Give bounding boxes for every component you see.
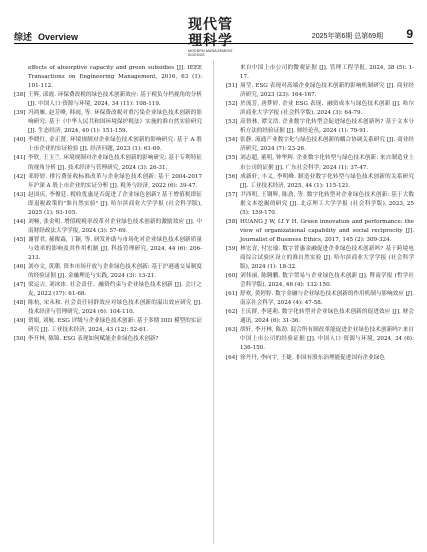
reference-item [14, 136, 202, 154]
reference-number: [54] [226, 137, 238, 144]
journal-logo-en: MODERN MANAGEMENT SCIENCE [188, 49, 233, 57]
reference-text: 徐丹丹, 李向宇, 王婕. 非国有股东治理能促进国有企业绿色 [240, 354, 385, 361]
reference-number: [49] [14, 318, 26, 325]
reference-number: [47] [14, 282, 26, 289]
reference-item [14, 64, 202, 91]
reference-text: 李晓红, 金正贤. 环境规制对企业绿色技术创新的影响研究: 基于 A 股上市企业的实证检验 [J]. 经济问题, 2023 (1): 61-69. [28, 137, 202, 153]
reference-number: [57] [226, 191, 238, 198]
reference-text: 梁运吉, 刘冰冰. 社会责任、融资约束与企业绿色技术创新 [J]. 会计之友, 2022 (17): 61-68. [28, 282, 202, 298]
section-label-cn: 综述 [14, 32, 33, 42]
reference-item [226, 100, 414, 118]
reference-item [226, 136, 414, 154]
reference-text: 刘伟丽, 陈腾鹏. 数字贸易与企业绿色技术创新 [J]. 暨南学报 (哲学社会科学版), 2024, 46 (4): 132-150. [240, 273, 414, 289]
page-header [0, 0, 427, 57]
reference-number: [63] [226, 327, 238, 334]
reference-text: 邓婷婷. 排污费征收标准改革与企业绿色技术创新: 基于 2004-2017 年沪深 A 股上市企业的实证分析 [J]. 税务与经济, 2022 (6): 39-47. [28, 173, 202, 189]
reference-text: 周莹. ESG 表现对高端企业绿色技术创新的影响机制研究 [J]. 商业经济研究, 2023 (23): 164-167. [240, 83, 414, 99]
reference-text: 舒欢, 黄婷婷. 数字金融与企业绿色技术创新的作用机制与影响效应 [J]. 南京社会科学, 2024 (4): 47-58. [240, 291, 414, 307]
reference-item [226, 354, 414, 363]
reference-number: [64] [226, 354, 238, 361]
reference-item [226, 82, 414, 100]
reference-number: [44] [14, 218, 26, 225]
reference-item [226, 290, 414, 308]
reference-text: 林宏青, 付宏瑜. 数字普惠金融促进企业绿色技术创新吗? 基于跨境电商综合试验区设立的准自然实验 [J]. 哈尔滨商业大学学报 (社会科学版), 2024 (1): 18-32. [240, 245, 414, 271]
reference-item [226, 326, 414, 353]
reference-item [14, 154, 202, 172]
reference-text: 於流芳, 唐梦婷. 企业 ESG 表现、融资成本与绿色技术创新 [J]. 哈尔滨商业大学学报 (社会科学版), 2024 (3): 64-79. [240, 101, 414, 117]
reference-number: [52] [226, 101, 238, 108]
reference-number: [61] [226, 291, 238, 298]
reference-item [14, 173, 202, 191]
reference-number: [40] [14, 137, 26, 144]
reference-text: 贺娟, 刘航. ESG 评级与企业绿色技术创新: 基于多期 DID 模型的实证研究 [J]. 工业技术经济, 2024, 43 (12): 52-61. [28, 318, 202, 334]
journal-logo [188, 17, 240, 57]
reference-number: [45] [14, 236, 26, 243]
reference-item [226, 218, 414, 245]
references-left-column [14, 64, 202, 344]
header-rule [14, 43, 413, 44]
reference-text: 刘亦文, 黄潮. 资本市场开放与企业绿色技术创新: 基于沪港通交易制度的经验证据 [J]. 金融理论与实践, 2024 (3): 13-21. [28, 264, 202, 280]
reference-number: [43] [14, 191, 26, 198]
reference-text: 胡轩, 李开林, 陈劲. 混合所有制改革能促进企业绿色技术创新吗? 来自中国上市公司的经验证据 [J]. 中国人口·资源与环境, 2024, 34 (6): 136-150. [240, 327, 414, 352]
reference-text: HUANG J W, LI Y H. Green innovation and performance: the view of organizational capability and social reciprocity [J]. Journalist of Business Ethics, 2017, 145 (2): 309-324. [240, 218, 414, 243]
reference-number: [38] [14, 92, 26, 99]
reference-text: 赵国庆, 李俊廷. 税收优惠是否促进了企业绿色创新? 基于增值税即征即退税政策的"准自然实验" [J]. 哈尔滨商业大学学报 (社会科学版), 2025 (1): 93-105. [28, 191, 202, 216]
reference-text: 陈杭, 宋永和. 社会责任同群效应对绿色技术创新的溢出效应研究 [J]. 技术经济与管理研究, 2024 (6): 104-110. [28, 300, 202, 316]
reference-item [14, 236, 202, 263]
reference-item [14, 218, 202, 236]
reference-number: [51] [226, 83, 238, 90]
journal-logo-cn: 现代管理科学 [188, 17, 233, 49]
reference-item [14, 317, 202, 335]
reference-text: 王庆群, 李延莉. 数字化转型对企业绿色技术创新的促进效应 [J]. 财会通讯, 2024 (6): 31-36. [240, 309, 414, 325]
reference-text: 李开林, 陈锦. ESG 表现如何赋能企业绿色技术创新? [28, 336, 159, 343]
reference-item [14, 281, 202, 299]
reference-text: 张静. 流通产业数字化与绿色技术创新的耦合协调关系研究 [J]. 商业经济研究, 2024 (7): 23-26. [240, 137, 414, 153]
reference-item [14, 109, 202, 136]
column-divider [213, 60, 214, 544]
reference-text: 刘志超, 董明, 钟华辉. 企业数字化转型与绿色技术创新: 来自制造业上市公司的证据 [J]. 广东社会科学, 2024 (1): 37-47. [240, 155, 414, 171]
reference-item [226, 191, 414, 218]
section-label [14, 30, 78, 43]
reference-number: [59] [226, 245, 238, 252]
reference-number: [62] [226, 309, 238, 316]
reference-item [14, 191, 202, 218]
reference-number: [58] [226, 218, 238, 225]
reference-number: [53] [226, 119, 238, 126]
reference-number: [50] [14, 336, 26, 343]
reference-text: 高智林, 谭文浩. 企业数字化转型会促进绿色技术创新吗? 基于文本分析方法的经验证据 [J]. 财经论丛, 2024 (1): 79-91. [240, 119, 414, 135]
reference-item [14, 335, 202, 344]
reference-number: [42] [14, 173, 26, 180]
reference-number: [41] [14, 155, 26, 162]
reference-text: 李欣, 王玉兰. 环境规制对企业绿色技术创新的影响研究: 基于专利特征的视角分析 [J]. 技术经济与管理研究, 2024 (3): 26-31. [28, 155, 202, 171]
reference-text: 来自中国上市公司的微观证据 [J]. 管理工程学报, 2024, 38 (5): 1-17. [240, 65, 414, 81]
reference-number: [46] [14, 264, 26, 271]
reference-item [226, 173, 414, 191]
reference-item [226, 308, 414, 326]
references-right-column [226, 64, 414, 363]
reference-item [14, 91, 202, 109]
page-number: 9 [406, 27, 413, 41]
reference-item [14, 263, 202, 281]
reference-item [226, 64, 414, 82]
reference-number: [56] [226, 173, 238, 180]
reference-text: 谢智君, 郝俊森, 丁颖, 等. 研发补助与市场化对企业绿色技术创新质量与效率的影响及其作用机制 [J]. 科技管理研究, 2024, 44 (6): 206-213. [28, 236, 202, 261]
reference-number: [39] [14, 110, 26, 117]
reference-number: [55] [226, 155, 238, 162]
reference-item [226, 245, 414, 272]
reference-text: 刘畅, 张金明. 增值税税率改革对企业绿色技术创新的激励效应 [J]. 中南财经政法大学学报, 2024 (3): 57-69. [28, 218, 202, 234]
reference-number: [60] [226, 273, 238, 280]
reference-number: [48] [14, 300, 26, 307]
reference-text: 尹西明, 王钢辉, 陈劲, 等. 数字化转型对企业绿色技术创新: 基于大数据文本挖掘的研究 [J]. 北京理工大学学报 (社会科学版), 2023, 25 (5): 159-170. [240, 191, 414, 216]
reference-item [226, 154, 414, 172]
reference-item [14, 299, 202, 317]
issue-info: 2025年第6期 总第69期 [311, 33, 383, 40]
reference-text: 成新轩, 丰义, 李明峰. 制造业数字化转型与绿色技术创新的关系研究 [J]. 工业技术经济, 2025, 44 (1): 115-121. [240, 173, 414, 189]
reference-item [226, 272, 414, 290]
reference-text: 冯鸿雁, 赵芳峰, 韩雨, 等. 环保费改税对重污染企业绿色技术创新的影响研究: 基于《中华人民共和国环境保护税法》实施的准自然实验研究 [J]. 生态经济, 2024, 40 (1): 151-159. [28, 110, 202, 135]
section-label-en: Overview [38, 32, 79, 42]
reference-text: effects of absorptive capacity and green subsidies [J]. IEEE Transactions on Engineering Management, 2016, 63 (1): 101-112. [28, 65, 202, 90]
reference-text: 王辉, 邱霞. 环保费改税的绿色技术创新效应: 基于税负分档视角的分析 [J]. 中国人口·资源与环境, 2024, 34 (11): 108-119. [28, 92, 202, 108]
reference-item [226, 118, 414, 136]
